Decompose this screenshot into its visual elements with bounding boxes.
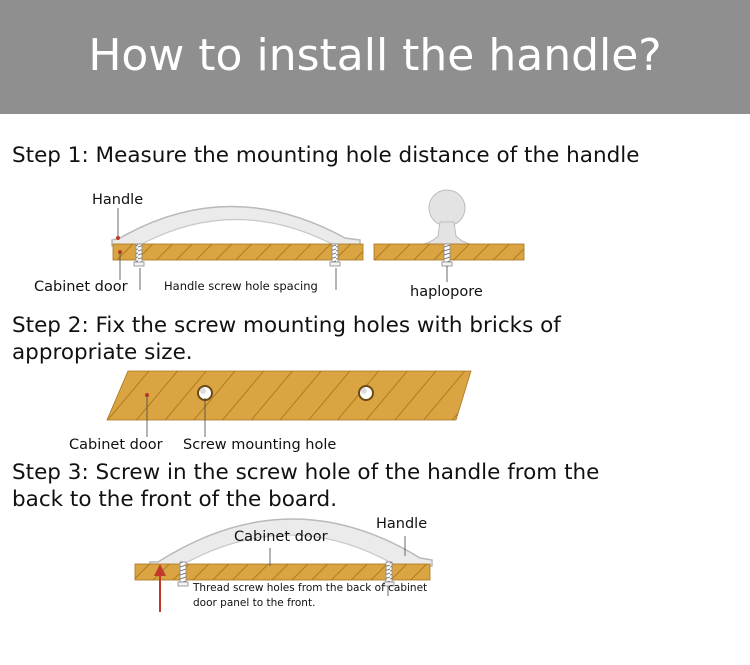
step1-handle-diagram xyxy=(112,207,363,291)
screw-hole-left-inner xyxy=(200,388,206,394)
screw-left-3 xyxy=(180,562,186,584)
page-title: How to install the handle? xyxy=(88,30,662,81)
step2-title-line1: Step 2: Fix the screw mounting holes with bricks of xyxy=(12,313,561,338)
knob-neck-shape xyxy=(424,222,470,244)
cabinet-door-label-2: Cabinet door xyxy=(69,437,163,453)
cabinet-door-board-1 xyxy=(113,244,363,260)
handle-pointer-dot xyxy=(116,236,120,240)
handle-label-3: Handle xyxy=(376,516,428,532)
step2-board-diagram xyxy=(107,371,471,437)
step1-title: Step 1: Measure the mounting hole distance of the handle xyxy=(12,143,640,168)
cabinet-door-label: Cabinet door xyxy=(34,279,128,295)
step3-title-line2: back to the front of the board. xyxy=(12,487,338,512)
note-line1: Thread screw holes from the back of cabinet xyxy=(193,582,428,594)
knob-head-shape xyxy=(429,190,465,226)
screw-left-1 xyxy=(136,244,142,264)
step1-knob-diagram xyxy=(374,190,524,282)
screw-head-knob xyxy=(442,262,452,266)
screw-spacing-label: Handle screw hole spacing xyxy=(164,279,318,293)
step3-title-line1: Step 3: Screw in the screw hole of the handle from the xyxy=(12,460,600,485)
note-line2: door panel to the front. xyxy=(193,597,316,609)
cabinet-door-label-3: Cabinet door xyxy=(234,529,328,545)
step2-title-line2: appropriate size. xyxy=(12,340,193,365)
screw-right-1 xyxy=(332,244,338,264)
screw-knob xyxy=(444,244,450,264)
screw-head-left-1 xyxy=(134,262,144,266)
cabinet-door-board-2 xyxy=(107,371,471,420)
screw-head-right-1 xyxy=(330,262,340,266)
screw-head-left-3 xyxy=(178,582,188,586)
screw-hole-right-inner xyxy=(361,388,367,394)
handle-label: Handle xyxy=(92,192,144,208)
screw-hole-label: Screw mounting hole xyxy=(183,437,337,453)
knob-label: haplopore xyxy=(410,284,483,300)
